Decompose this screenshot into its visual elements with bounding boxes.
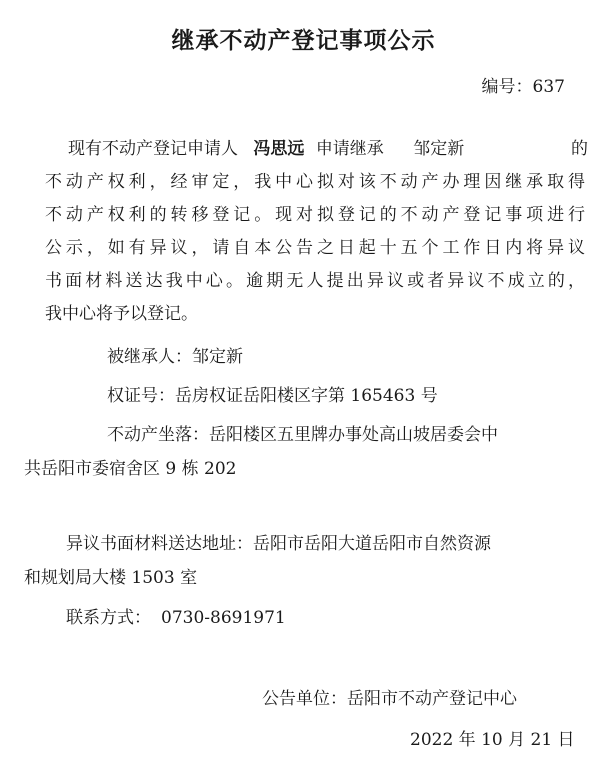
contact-row bbox=[66, 607, 286, 629]
contact-value: 0730-8691971 bbox=[161, 608, 286, 628]
location-row-continued: 共岳阳市委宿舍区 9 栋 202 bbox=[24, 459, 237, 479]
para1-suffix: 的 bbox=[571, 139, 588, 159]
paragraph-line-3: 不动产权利的转移登记。现对拟登记的不动产登记事项进行 bbox=[45, 205, 585, 225]
issuer-label: 公告单位： bbox=[262, 689, 347, 709]
paragraph-line-1 bbox=[68, 138, 588, 160]
certificate-label: 权证号： bbox=[107, 386, 175, 406]
document-number-label: 编号： bbox=[481, 77, 533, 97]
heir-label: 被继承人： bbox=[107, 347, 192, 367]
applicant-name: 冯思远 bbox=[253, 139, 305, 159]
paragraph-line-5: 书面材料送达我中心。逾期无人提出异议或者异议不成立的， bbox=[45, 271, 585, 291]
paragraph-line-6: 我中心将予以登记。 bbox=[45, 304, 198, 324]
decedent-name: 邹定新 bbox=[413, 139, 465, 159]
objection-address-label: 异议书面材料送达地址： bbox=[66, 534, 253, 554]
para1-mid: 申请继承 bbox=[315, 139, 384, 159]
page-title: 继承不动产登记事项公示 bbox=[171, 28, 436, 54]
location-value-1: 岳阳楼区五里牌办事处高山坡居委会中 bbox=[209, 425, 498, 445]
heir-row bbox=[107, 346, 243, 368]
location-label: 不动产坐落： bbox=[107, 425, 209, 445]
contact-label: 联系方式： bbox=[66, 608, 151, 628]
issuer-row bbox=[262, 688, 517, 710]
certificate-row bbox=[107, 385, 438, 407]
objection-address-value-1: 岳阳市岳阳大道岳阳市自然资源 bbox=[253, 534, 491, 554]
para1-prefix: 现有不动产登记申请人 bbox=[68, 139, 238, 159]
paragraph-line-2: 不动产权利，经审定，我中心拟对该不动产办理因继承取得 bbox=[45, 172, 585, 192]
objection-address-row bbox=[66, 533, 491, 555]
objection-address-continued: 和规划局大楼 1503 室 bbox=[24, 568, 198, 588]
heir-name: 邹定新 bbox=[192, 347, 243, 367]
document-number bbox=[482, 72, 565, 97]
location-row bbox=[107, 424, 587, 446]
paragraph-line-4: 公示，如有异议，请自本公告之日起十五个工作日内将异议 bbox=[45, 238, 585, 258]
issue-date: 2022 年 10 月 21 日 bbox=[410, 730, 575, 750]
document-number-value: 637 bbox=[532, 77, 565, 97]
certificate-value: 岳房权证岳阳楼区字第 165463 号 bbox=[175, 386, 438, 406]
issuer-value: 岳阳市不动产登记中心 bbox=[347, 689, 517, 709]
